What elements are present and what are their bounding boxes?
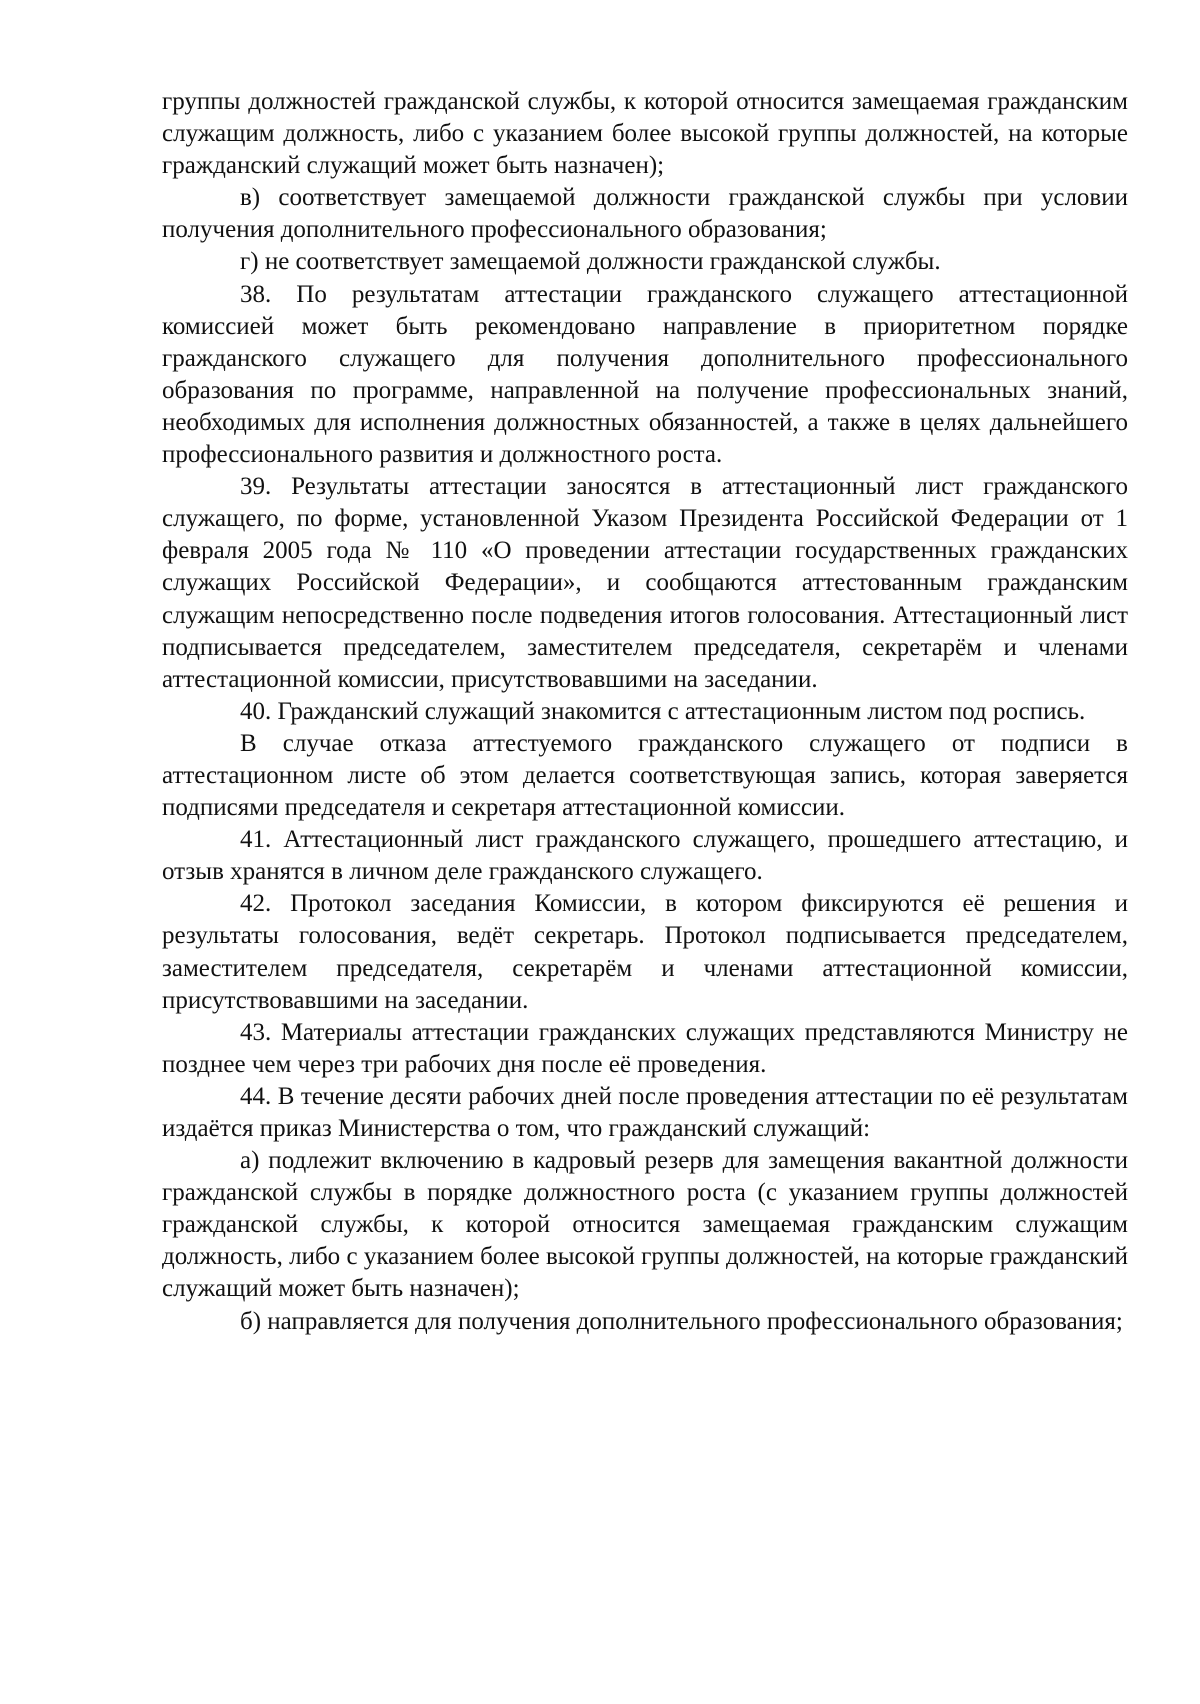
paragraph-item-v: в) соответствует замещаемой должности гражданской службы при условии получения дополнительного профессионального образования;: [162, 184, 1128, 244]
paragraph-item-g: г) не соответствует замещаемой должности гражданской службы.: [240, 248, 941, 276]
paragraph-44-item-b: б) направляется для получения дополнительного профессионального образования;: [240, 1307, 1123, 1335]
paragraph-39: 39. Результаты аттестации заносятся в аттестационный лист гражданского служащего, по форме, установленной Указом Президента Российской Федерации от 1 февраля 2005 года № 110 «О проведении аттестации государственных гражданских служащих Российской Федерации», и сообщаются аттестованным гражданским служащим непосредственно после подведения итогов голосования. Аттестационный лист подписывается председателем, заместителем председателя, секретарём и членами аттестационной комиссии, присутствовавшими на заседании.: [162, 473, 1128, 693]
paragraph-38: 38. По результатам аттестации гражданского служащего аттестационной комиссией может быть рекомендовано направление в приоритетном порядке гражданского служащего для получения дополнительного профессионального образования по программе, направленной на получение профессиональных знаний, необходимых для исполнения должностных обязанностей, а также в целях дальнейшего профессионального развития и должностного роста.: [162, 280, 1128, 469]
paragraph-continuation: группы должностей гражданской службы, к которой относится замещаемая гражданским служащим должность, либо с указанием более высокой группы должностей, на которые гражданский служащий может быть назначен);: [162, 88, 1128, 180]
document-body: [162, 86, 1128, 1338]
paragraph-40-refusal: В случае отказа аттестуемого гражданского служащего от подписи в аттестационном листе об этом делается соответствующая запись, которая заверяется подписями председателя и секретаря аттестационной комиссии.: [162, 729, 1128, 822]
paragraph-44: 44. В течение десяти рабочих дней после проведения аттестации по её результатам издаётся приказ Министерства о том, что гражданский служащий:: [162, 1082, 1128, 1142]
paragraph-42: 42. Протокол заседания Комиссии, в котором фиксируются её решения и результаты голосования, ведёт секретарь. Протокол подписывается председателем, заместителем председателя, секретарём и членами аттестационной комиссии, присутствовавшими на заседании.: [162, 890, 1128, 1014]
paragraph-41: 41. Аттестационный лист гражданского служащего, прошедшего аттестацию, и отзыв хранятся в личном деле гражданского служащего.: [162, 826, 1128, 886]
paragraph-44-item-a: а) подлежит включению в кадровый резерв для замещения вакантной должности гражданской службы в порядке должностного роста (с указанием группы должностей гражданской службы, к которой относится замещаемая гражданским служащим должность, либо с указанием более высокой группы должностей, на которые гражданский служащий может быть назначен);: [162, 1147, 1128, 1303]
paragraph-40: 40. Гражданский служащий знакомится с аттестационным листом под роспись.: [240, 697, 1086, 725]
paragraph-43: 43. Материалы аттестации гражданских служащих представляются Министру не позднее чем через три рабочих дня после её проведения.: [162, 1018, 1128, 1078]
